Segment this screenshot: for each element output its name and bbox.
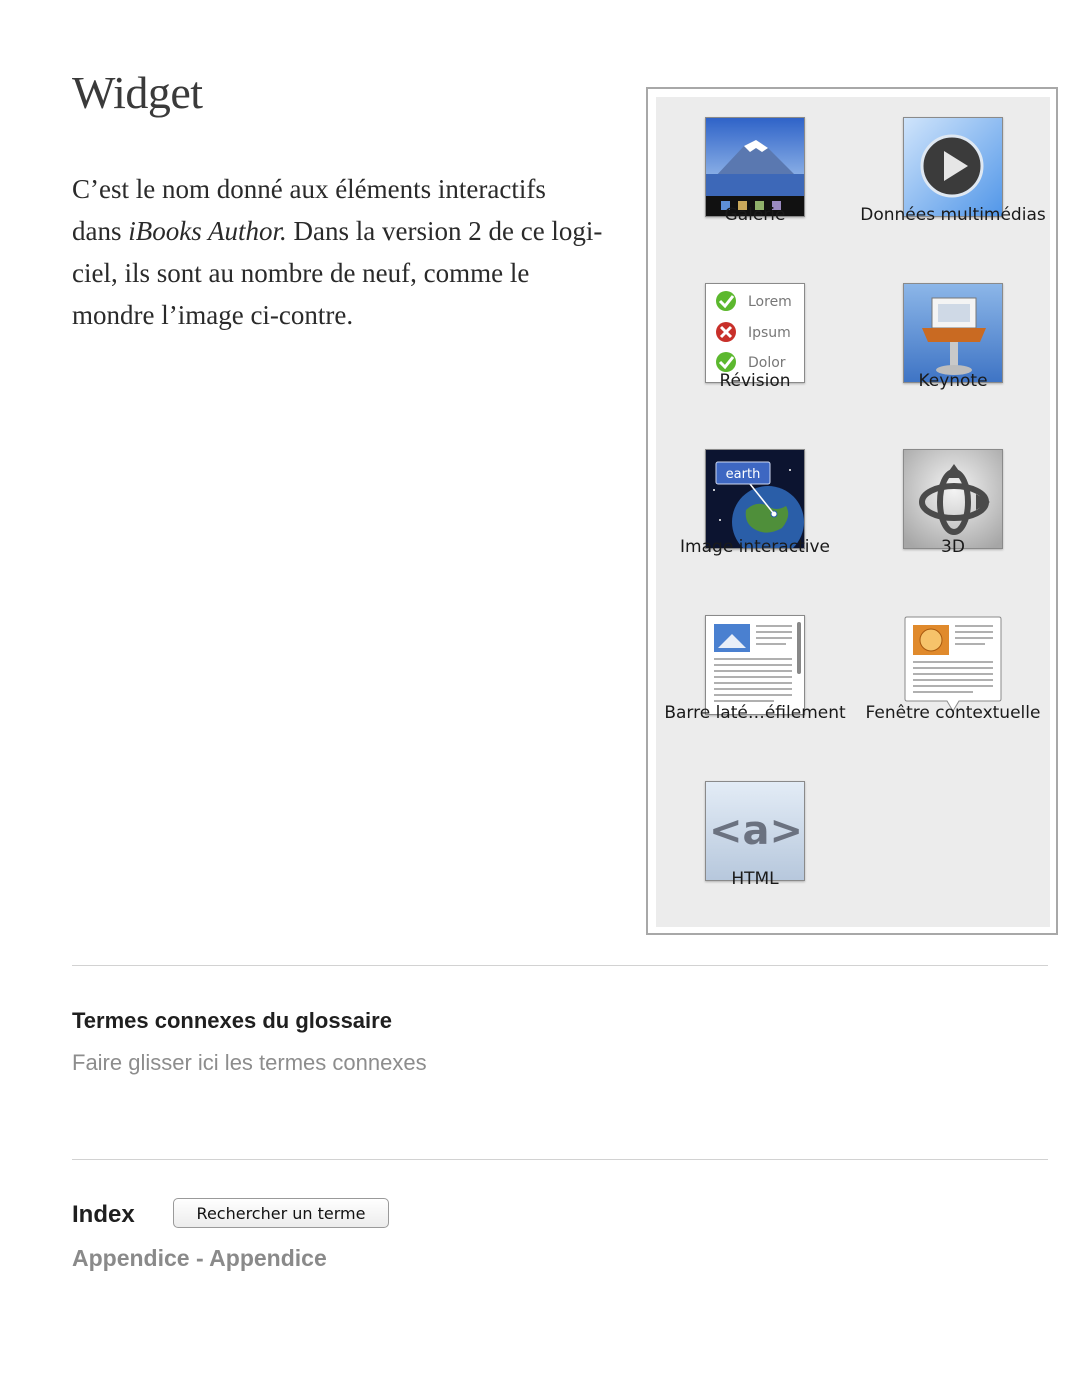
related-terms-heading: Termes connexes du glossaire xyxy=(72,1008,392,1033)
review-item: Dolor xyxy=(748,355,786,371)
review-item: Lorem xyxy=(748,294,792,310)
search-term-button[interactable]: Rechercher un terme xyxy=(173,1198,389,1228)
review-quiz-icon xyxy=(705,283,805,383)
definition-line-1: C’est le nom donné aux éléments interactifs xyxy=(72,174,546,204)
keynote-podium-icon xyxy=(903,283,1003,383)
scrolling-sidebar-icon xyxy=(705,615,805,715)
section-divider xyxy=(72,965,1048,966)
html-glyph: <a> xyxy=(708,808,804,854)
widget-label: 3D xyxy=(941,537,965,557)
page-title: Widget xyxy=(72,67,203,118)
related-terms-dropzone[interactable]: Faire glisser ici les termes connexes xyxy=(72,1050,427,1075)
popover-icon xyxy=(903,615,1003,715)
earth-label: earth xyxy=(725,467,761,482)
gallery-icon xyxy=(705,117,805,217)
widget-label: Galerie xyxy=(724,205,786,225)
widget-label: Keynote xyxy=(918,371,988,391)
widget-label: Barre laté…éfilement xyxy=(664,703,846,723)
definition-line-2: dans iBooks Author. Dans la version 2 de ce logi- xyxy=(72,216,603,246)
definition-line-3: ciel, ils sont au nombre de neuf, comme le xyxy=(72,258,530,288)
widget-label: Image interactive xyxy=(680,537,830,557)
review-item: Ipsum xyxy=(748,325,791,341)
html-tag-icon xyxy=(705,781,805,881)
app-name: iBooks Author. xyxy=(128,216,287,246)
index-heading: Index xyxy=(72,1201,135,1228)
section-divider xyxy=(72,1159,1048,1160)
definition-text xyxy=(72,168,642,336)
widget-image xyxy=(646,87,1058,935)
interactive-image-earth-icon xyxy=(705,449,805,549)
widget-label: Révision xyxy=(719,371,791,391)
widget-label: Fenêtre contextuelle xyxy=(865,703,1041,723)
widget-label: Données multimédias xyxy=(860,205,1046,225)
index-entry-link[interactable]: Appendice - Appendice xyxy=(72,1245,327,1271)
widget-label: HTML xyxy=(731,869,779,889)
widget-palette xyxy=(656,97,1050,927)
3d-rotate-icon xyxy=(903,449,1003,549)
definition-line-4: mondre l’image ci-contre. xyxy=(72,300,354,330)
media-play-icon xyxy=(903,117,1003,217)
